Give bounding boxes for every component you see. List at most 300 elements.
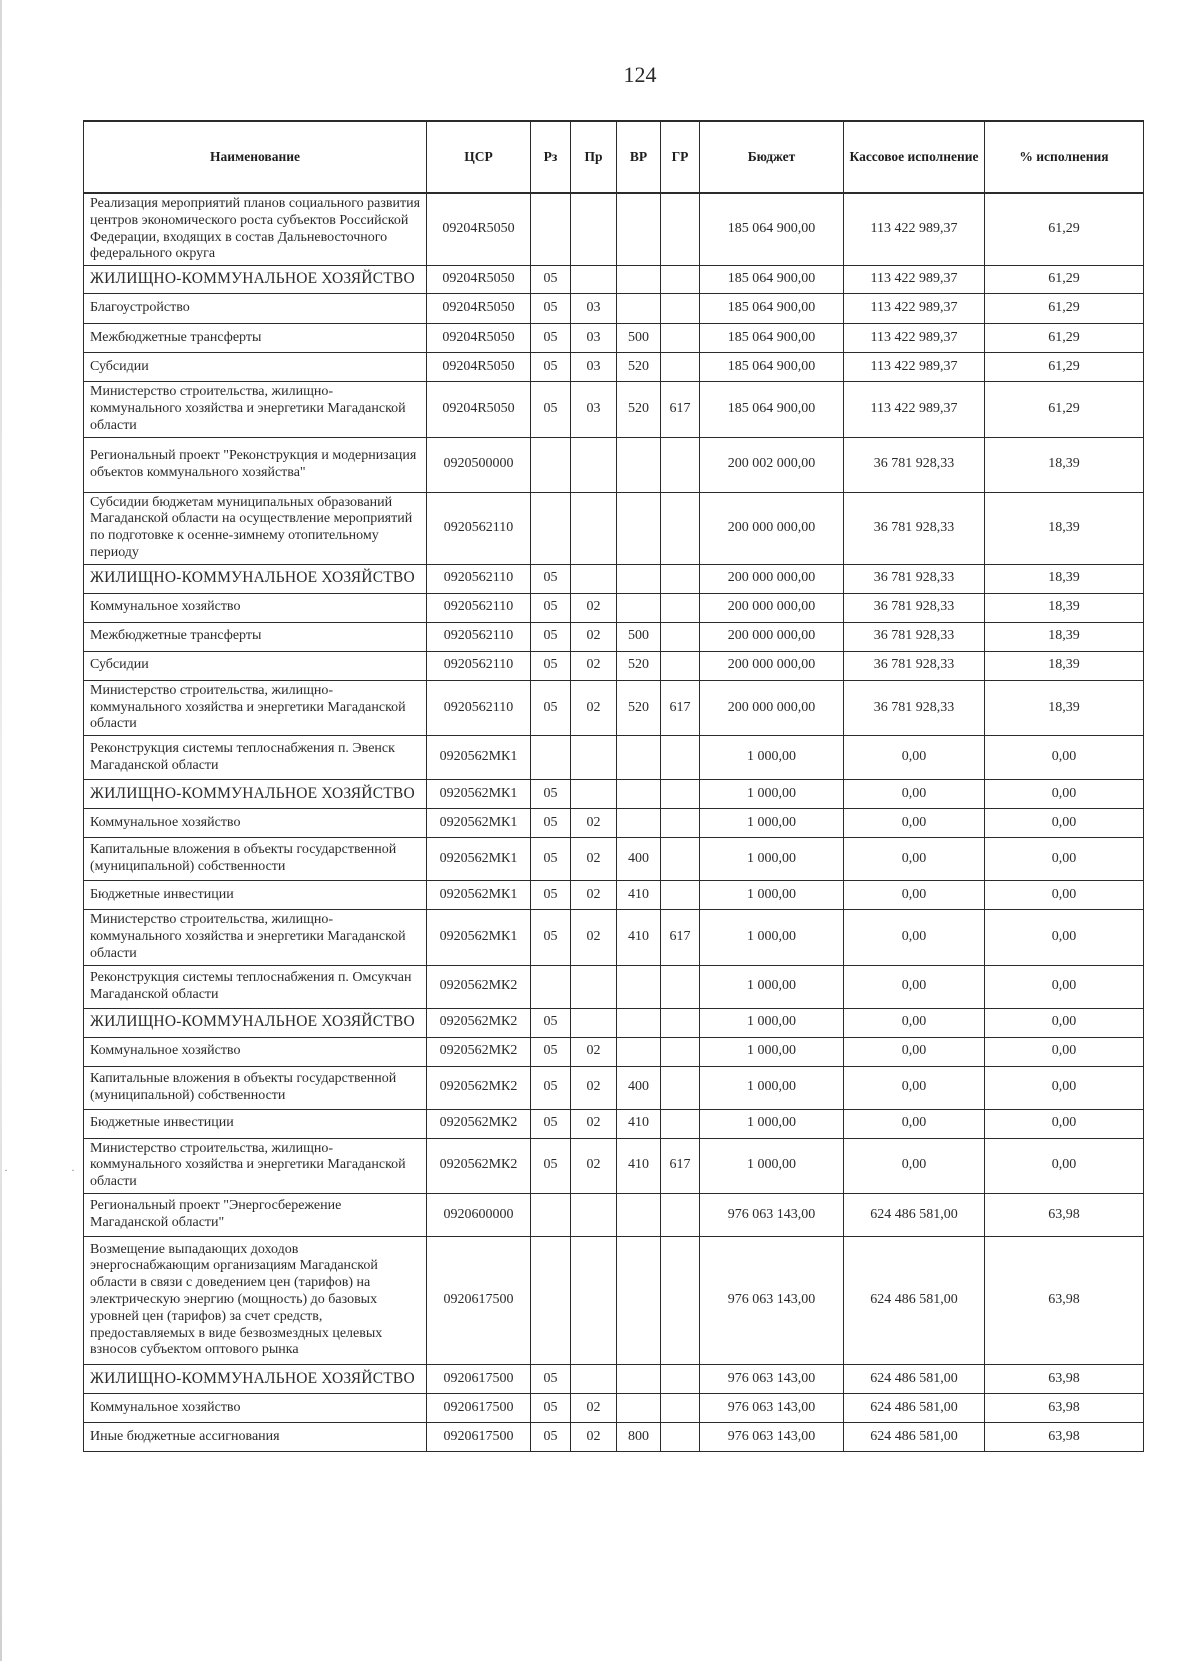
row-percent: 0,00 — [985, 838, 1144, 881]
header-cash-execution: Кассовое исполнение — [844, 121, 985, 193]
row-pr: 02 — [571, 622, 617, 651]
row-percent: 0,00 — [985, 1008, 1144, 1037]
row-csr: 0920617500 — [427, 1422, 531, 1451]
row-vr — [617, 294, 661, 324]
table-row — [84, 593, 1144, 622]
row-csr: 0920562110 — [427, 680, 531, 735]
row-percent: 61,29 — [985, 294, 1144, 324]
row-rz: 05 — [531, 651, 571, 680]
table-row — [84, 780, 1144, 809]
row-budget: 185 064 900,00 — [700, 294, 844, 324]
row-csr: 0920617500 — [427, 1364, 531, 1393]
row-csr: 0920600000 — [427, 1193, 531, 1236]
budget-execution-table — [83, 120, 1144, 1452]
row-rz — [531, 1193, 571, 1236]
row-vr — [617, 266, 661, 294]
row-csr: 0920562110 — [427, 492, 531, 564]
row-csr: 0920562МК1 — [427, 809, 531, 838]
row-gr — [661, 1193, 700, 1236]
row-rz: 05 — [531, 1109, 571, 1138]
row-vr — [617, 809, 661, 838]
row-pr: 02 — [571, 809, 617, 838]
row-vr: 520 — [617, 353, 661, 382]
row-name: Капитальные вложения в объекты государственной (муниципальной) собственности — [84, 838, 427, 881]
row-csr: 0920562110 — [427, 564, 531, 593]
row-cash: 624 486 581,00 — [844, 1236, 985, 1364]
row-cash: 0,00 — [844, 736, 985, 780]
row-budget: 1 000,00 — [700, 1037, 844, 1066]
row-cash: 624 486 581,00 — [844, 1364, 985, 1393]
header-rz: Рз — [531, 121, 571, 193]
row-rz: 05 — [531, 809, 571, 838]
row-vr: 520 — [617, 382, 661, 437]
row-cash: 0,00 — [844, 1138, 985, 1193]
row-cash: 113 422 989,37 — [844, 266, 985, 294]
row-budget: 1 000,00 — [700, 1066, 844, 1109]
row-cash: 113 422 989,37 — [844, 294, 985, 324]
row-budget: 976 063 143,00 — [700, 1236, 844, 1364]
row-percent: 18,39 — [985, 622, 1144, 651]
row-name: Реализация мероприятий планов социального развития центров экономического роста субъектов Российской Федерации, входящих в состав Дальневосточного федерального округа — [84, 193, 427, 266]
row-rz — [531, 965, 571, 1008]
row-budget: 185 064 900,00 — [700, 324, 844, 353]
row-name: Региональный проект "Энергосбережение Магаданской области" — [84, 1193, 427, 1236]
row-cash: 624 486 581,00 — [844, 1422, 985, 1451]
table-row — [84, 651, 1144, 680]
table-row — [84, 809, 1144, 838]
table-row — [84, 193, 1144, 266]
row-csr: 0920562110 — [427, 622, 531, 651]
row-gr — [661, 266, 700, 294]
row-name: ЖИЛИЩНО-КОММУНАЛЬНОЕ ХОЗЯЙСТВО — [84, 266, 427, 294]
row-pr — [571, 1236, 617, 1364]
row-name: Министерство строительства, жилищно-коммунального хозяйства и энергетики Магаданской области — [84, 910, 427, 965]
row-name: ЖИЛИЩНО-КОММУНАЛЬНОЕ ХОЗЯЙСТВО — [84, 1364, 427, 1393]
row-gr — [661, 1393, 700, 1422]
row-csr: 09204R5050 — [427, 266, 531, 294]
row-percent: 61,29 — [985, 266, 1144, 294]
row-cash: 0,00 — [844, 1066, 985, 1109]
row-vr: 500 — [617, 324, 661, 353]
row-vr — [617, 1364, 661, 1393]
row-gr — [661, 881, 700, 910]
table-row — [84, 1236, 1144, 1364]
row-csr: 09204R5050 — [427, 324, 531, 353]
row-gr — [661, 353, 700, 382]
row-csr: 0920562МК1 — [427, 838, 531, 881]
header-gr: ГР — [661, 121, 700, 193]
row-pr: 03 — [571, 353, 617, 382]
row-budget: 976 063 143,00 — [700, 1364, 844, 1393]
row-rz: 05 — [531, 266, 571, 294]
row-name: Благоустройство — [84, 294, 427, 324]
row-name: Межбюджетные трансферты — [84, 324, 427, 353]
row-name: Региональный проект "Реконструкция и модернизация объектов коммунального хозяйства" — [84, 437, 427, 492]
row-gr — [661, 622, 700, 651]
row-pr: 02 — [571, 1138, 617, 1193]
row-percent: 63,98 — [985, 1193, 1144, 1236]
row-gr — [661, 294, 700, 324]
row-vr — [617, 564, 661, 593]
row-pr — [571, 437, 617, 492]
row-vr: 400 — [617, 838, 661, 881]
header-pr: Пр — [571, 121, 617, 193]
row-cash: 0,00 — [844, 910, 985, 965]
row-gr — [661, 1066, 700, 1109]
row-budget: 200 000 000,00 — [700, 593, 844, 622]
row-vr: 800 — [617, 1422, 661, 1451]
table-row — [84, 736, 1144, 780]
row-budget: 185 064 900,00 — [700, 266, 844, 294]
row-csr: 0920562МК2 — [427, 1109, 531, 1138]
row-pr — [571, 193, 617, 266]
row-rz: 05 — [531, 1066, 571, 1109]
row-percent: 18,39 — [985, 651, 1144, 680]
row-percent: 0,00 — [985, 809, 1144, 838]
row-name: Реконструкция системы теплоснабжения п. Омсукчан Магаданской области — [84, 965, 427, 1008]
row-cash: 0,00 — [844, 1037, 985, 1066]
row-pr — [571, 1008, 617, 1037]
row-pr: 02 — [571, 680, 617, 735]
row-pr: 02 — [571, 881, 617, 910]
row-pr: 02 — [571, 651, 617, 680]
table-row — [84, 382, 1144, 437]
row-percent: 0,00 — [985, 736, 1144, 780]
table-row — [84, 1193, 1144, 1236]
table-row — [84, 324, 1144, 353]
table-row — [84, 1037, 1144, 1066]
row-gr: 617 — [661, 910, 700, 965]
row-pr — [571, 564, 617, 593]
row-cash: 113 422 989,37 — [844, 382, 985, 437]
row-csr: 09204R5050 — [427, 294, 531, 324]
row-rz: 05 — [531, 382, 571, 437]
table-row — [84, 294, 1144, 324]
row-vr: 410 — [617, 910, 661, 965]
row-cash: 113 422 989,37 — [844, 353, 985, 382]
table-row — [84, 838, 1144, 881]
row-vr — [617, 193, 661, 266]
row-percent: 63,98 — [985, 1236, 1144, 1364]
row-vr — [617, 965, 661, 1008]
row-csr: 0920562МК1 — [427, 780, 531, 809]
row-rz — [531, 437, 571, 492]
row-rz: 05 — [531, 1138, 571, 1193]
row-csr: 0920562МК2 — [427, 1066, 531, 1109]
row-rz: 05 — [531, 353, 571, 382]
row-rz — [531, 736, 571, 780]
header-name: Наименование — [84, 121, 427, 193]
row-percent: 61,29 — [985, 193, 1144, 266]
row-name: Министерство строительства, жилищно-коммунального хозяйства и энергетики Магаданской области — [84, 382, 427, 437]
table-row — [84, 680, 1144, 735]
row-pr — [571, 266, 617, 294]
row-percent: 61,29 — [985, 324, 1144, 353]
row-budget: 185 064 900,00 — [700, 193, 844, 266]
row-budget: 1 000,00 — [700, 780, 844, 809]
row-budget: 200 000 000,00 — [700, 651, 844, 680]
row-gr — [661, 564, 700, 593]
row-gr — [661, 437, 700, 492]
row-csr: 0920617500 — [427, 1236, 531, 1364]
table-row — [84, 622, 1144, 651]
row-vr: 520 — [617, 651, 661, 680]
row-rz: 05 — [531, 780, 571, 809]
row-csr: 0920562МК2 — [427, 1008, 531, 1037]
row-gr — [661, 736, 700, 780]
row-budget: 185 064 900,00 — [700, 353, 844, 382]
row-pr: 02 — [571, 593, 617, 622]
row-name: Министерство строительства, жилищно-коммунального хозяйства и энергетики Магаданской области — [84, 1138, 427, 1193]
row-csr: 0920562110 — [427, 593, 531, 622]
row-rz: 05 — [531, 294, 571, 324]
row-budget: 1 000,00 — [700, 736, 844, 780]
row-budget: 976 063 143,00 — [700, 1422, 844, 1451]
table-row — [84, 1138, 1144, 1193]
row-gr — [661, 1037, 700, 1066]
row-cash: 36 781 928,33 — [844, 680, 985, 735]
row-rz — [531, 492, 571, 564]
row-cash: 36 781 928,33 — [844, 437, 985, 492]
row-budget: 976 063 143,00 — [700, 1193, 844, 1236]
row-cash: 113 422 989,37 — [844, 324, 985, 353]
header-percent-execution: % исполнения — [985, 121, 1144, 193]
row-pr: 02 — [571, 1109, 617, 1138]
row-rz: 05 — [531, 1364, 571, 1393]
row-budget: 200 000 000,00 — [700, 492, 844, 564]
row-csr: 0920562МК1 — [427, 881, 531, 910]
row-pr — [571, 965, 617, 1008]
row-rz: 05 — [531, 838, 571, 881]
row-vr — [617, 1236, 661, 1364]
row-gr — [661, 1236, 700, 1364]
row-csr: 0920617500 — [427, 1393, 531, 1422]
row-pr: 02 — [571, 1037, 617, 1066]
row-percent: 61,29 — [985, 382, 1144, 437]
row-name: Реконструкция системы теплоснабжения п. Эвенск Магаданской области — [84, 736, 427, 780]
row-budget: 1 000,00 — [700, 809, 844, 838]
row-pr — [571, 492, 617, 564]
row-rz: 05 — [531, 680, 571, 735]
table-header-row — [84, 121, 1144, 193]
row-percent: 0,00 — [985, 1109, 1144, 1138]
row-gr — [661, 593, 700, 622]
row-percent: 18,39 — [985, 564, 1144, 593]
table-row — [84, 1393, 1144, 1422]
table-row — [84, 910, 1144, 965]
row-percent: 63,98 — [985, 1422, 1144, 1451]
row-cash: 0,00 — [844, 1109, 985, 1138]
table-row — [84, 1008, 1144, 1037]
row-budget: 185 064 900,00 — [700, 382, 844, 437]
row-vr — [617, 736, 661, 780]
row-gr — [661, 492, 700, 564]
table-row — [84, 1422, 1144, 1451]
table-row — [84, 1066, 1144, 1109]
scan-artifact: · · — [4, 1163, 105, 1177]
row-pr: 02 — [571, 1066, 617, 1109]
row-gr — [661, 1109, 700, 1138]
row-percent: 18,39 — [985, 492, 1144, 564]
row-pr: 03 — [571, 382, 617, 437]
row-gr — [661, 809, 700, 838]
row-pr: 02 — [571, 838, 617, 881]
row-rz: 05 — [531, 593, 571, 622]
row-name: ЖИЛИЩНО-КОММУНАЛЬНОЕ ХОЗЯЙСТВО — [84, 780, 427, 809]
row-cash: 36 781 928,33 — [844, 622, 985, 651]
row-name: Капитальные вложения в объекты государственной (муниципальной) собственности — [84, 1066, 427, 1109]
header-vr: ВР — [617, 121, 661, 193]
page-number: 124 — [623, 62, 657, 87]
table-body — [84, 193, 1144, 1451]
row-budget: 1 000,00 — [700, 838, 844, 881]
row-budget: 1 000,00 — [700, 965, 844, 1008]
table-row — [84, 881, 1144, 910]
row-name: Субсидии — [84, 353, 427, 382]
row-name: Коммунальное хозяйство — [84, 809, 427, 838]
row-name: ЖИЛИЩНО-КОММУНАЛЬНОЕ ХОЗЯЙСТВО — [84, 564, 427, 593]
row-pr: 02 — [571, 910, 617, 965]
row-percent: 18,39 — [985, 680, 1144, 735]
row-percent: 18,39 — [985, 593, 1144, 622]
row-budget: 200 000 000,00 — [700, 680, 844, 735]
scan-edge — [0, 0, 2, 1661]
row-rz: 05 — [531, 564, 571, 593]
row-vr — [617, 1008, 661, 1037]
row-csr: 0920562110 — [427, 651, 531, 680]
row-pr: 02 — [571, 1422, 617, 1451]
row-name: Коммунальное хозяйство — [84, 1393, 427, 1422]
row-pr: 03 — [571, 294, 617, 324]
row-name: Коммунальное хозяйство — [84, 1037, 427, 1066]
row-vr: 410 — [617, 1109, 661, 1138]
row-vr: 400 — [617, 1066, 661, 1109]
row-percent: 0,00 — [985, 1037, 1144, 1066]
row-budget: 1 000,00 — [700, 1109, 844, 1138]
row-cash: 0,00 — [844, 780, 985, 809]
row-percent: 61,29 — [985, 353, 1144, 382]
row-percent: 0,00 — [985, 1066, 1144, 1109]
row-vr — [617, 1393, 661, 1422]
row-percent: 0,00 — [985, 910, 1144, 965]
row-cash: 0,00 — [844, 965, 985, 1008]
row-gr — [661, 193, 700, 266]
row-name: Возмещение выпадающих доходов энергоснабжающим организациям Магаданской области в связи с доведением цен (тарифов) на электрическую энергию (мощность) до базовых уровней цен (тарифов) за счет средств, предоставляемых в виде безвозмездных целевых взносов субъектом оптового рынка — [84, 1236, 427, 1364]
row-pr: 03 — [571, 324, 617, 353]
row-name: Субсидии бюджетам муниципальных образований Магаданской области на осуществление мероприятий по подготовке к осенне-зимнему отопительному периоду — [84, 492, 427, 564]
table-row — [84, 492, 1144, 564]
row-name: Бюджетные инвестиции — [84, 1109, 427, 1138]
row-gr — [661, 651, 700, 680]
row-vr: 410 — [617, 1138, 661, 1193]
row-csr: 09204R5050 — [427, 193, 531, 266]
row-cash: 0,00 — [844, 881, 985, 910]
row-vr — [617, 437, 661, 492]
table-row — [84, 1109, 1144, 1138]
row-rz — [531, 1236, 571, 1364]
row-pr — [571, 1193, 617, 1236]
row-csr: 0920562МК1 — [427, 736, 531, 780]
row-csr: 09204R5050 — [427, 382, 531, 437]
table-row — [84, 353, 1144, 382]
row-cash: 36 781 928,33 — [844, 593, 985, 622]
row-vr — [617, 1037, 661, 1066]
row-rz: 05 — [531, 910, 571, 965]
row-cash: 36 781 928,33 — [844, 651, 985, 680]
row-budget: 200 000 000,00 — [700, 564, 844, 593]
row-cash: 0,00 — [844, 838, 985, 881]
row-vr — [617, 593, 661, 622]
table-row — [84, 965, 1144, 1008]
row-budget: 200 000 000,00 — [700, 622, 844, 651]
row-vr: 410 — [617, 881, 661, 910]
row-budget: 1 000,00 — [700, 1008, 844, 1037]
row-rz — [531, 193, 571, 266]
row-percent: 0,00 — [985, 780, 1144, 809]
row-csr: 0920562МК2 — [427, 1138, 531, 1193]
row-rz: 05 — [531, 1008, 571, 1037]
row-pr — [571, 780, 617, 809]
row-cash: 36 781 928,33 — [844, 564, 985, 593]
row-cash: 113 422 989,37 — [844, 193, 985, 266]
table-row — [84, 564, 1144, 593]
row-vr: 520 — [617, 680, 661, 735]
row-budget: 1 000,00 — [700, 910, 844, 965]
row-gr — [661, 1422, 700, 1451]
row-gr — [661, 1008, 700, 1037]
row-rz: 05 — [531, 1393, 571, 1422]
row-percent: 0,00 — [985, 881, 1144, 910]
row-budget: 200 002 000,00 — [700, 437, 844, 492]
row-name: Министерство строительства, жилищно-коммунального хозяйства и энергетики Магаданской области — [84, 680, 427, 735]
row-percent: 63,98 — [985, 1393, 1144, 1422]
row-csr: 0920500000 — [427, 437, 531, 492]
row-csr: 0920562МК2 — [427, 965, 531, 1008]
row-pr: 02 — [571, 1393, 617, 1422]
row-gr: 617 — [661, 1138, 700, 1193]
row-percent: 63,98 — [985, 1364, 1144, 1393]
row-vr: 500 — [617, 622, 661, 651]
row-cash: 0,00 — [844, 809, 985, 838]
row-cash: 36 781 928,33 — [844, 492, 985, 564]
row-csr: 0920562МК1 — [427, 910, 531, 965]
table-row — [84, 437, 1144, 492]
row-gr — [661, 1364, 700, 1393]
row-percent: 18,39 — [985, 437, 1144, 492]
row-gr: 617 — [661, 382, 700, 437]
header-csr: ЦСР — [427, 121, 531, 193]
row-budget: 1 000,00 — [700, 881, 844, 910]
row-vr — [617, 492, 661, 564]
row-vr — [617, 780, 661, 809]
row-name: Коммунальное хозяйство — [84, 593, 427, 622]
row-gr — [661, 324, 700, 353]
row-name: ЖИЛИЩНО-КОММУНАЛЬНОЕ ХОЗЯЙСТВО — [84, 1008, 427, 1037]
row-rz: 05 — [531, 1037, 571, 1066]
row-gr: 617 — [661, 680, 700, 735]
row-gr — [661, 780, 700, 809]
row-name: Бюджетные инвестиции — [84, 881, 427, 910]
row-cash: 0,00 — [844, 1008, 985, 1037]
row-pr — [571, 1364, 617, 1393]
row-rz: 05 — [531, 622, 571, 651]
row-csr: 0920562МК2 — [427, 1037, 531, 1066]
table-row — [84, 1364, 1144, 1393]
row-rz: 05 — [531, 324, 571, 353]
row-gr — [661, 965, 700, 1008]
row-percent: 0,00 — [985, 965, 1144, 1008]
row-cash: 624 486 581,00 — [844, 1193, 985, 1236]
